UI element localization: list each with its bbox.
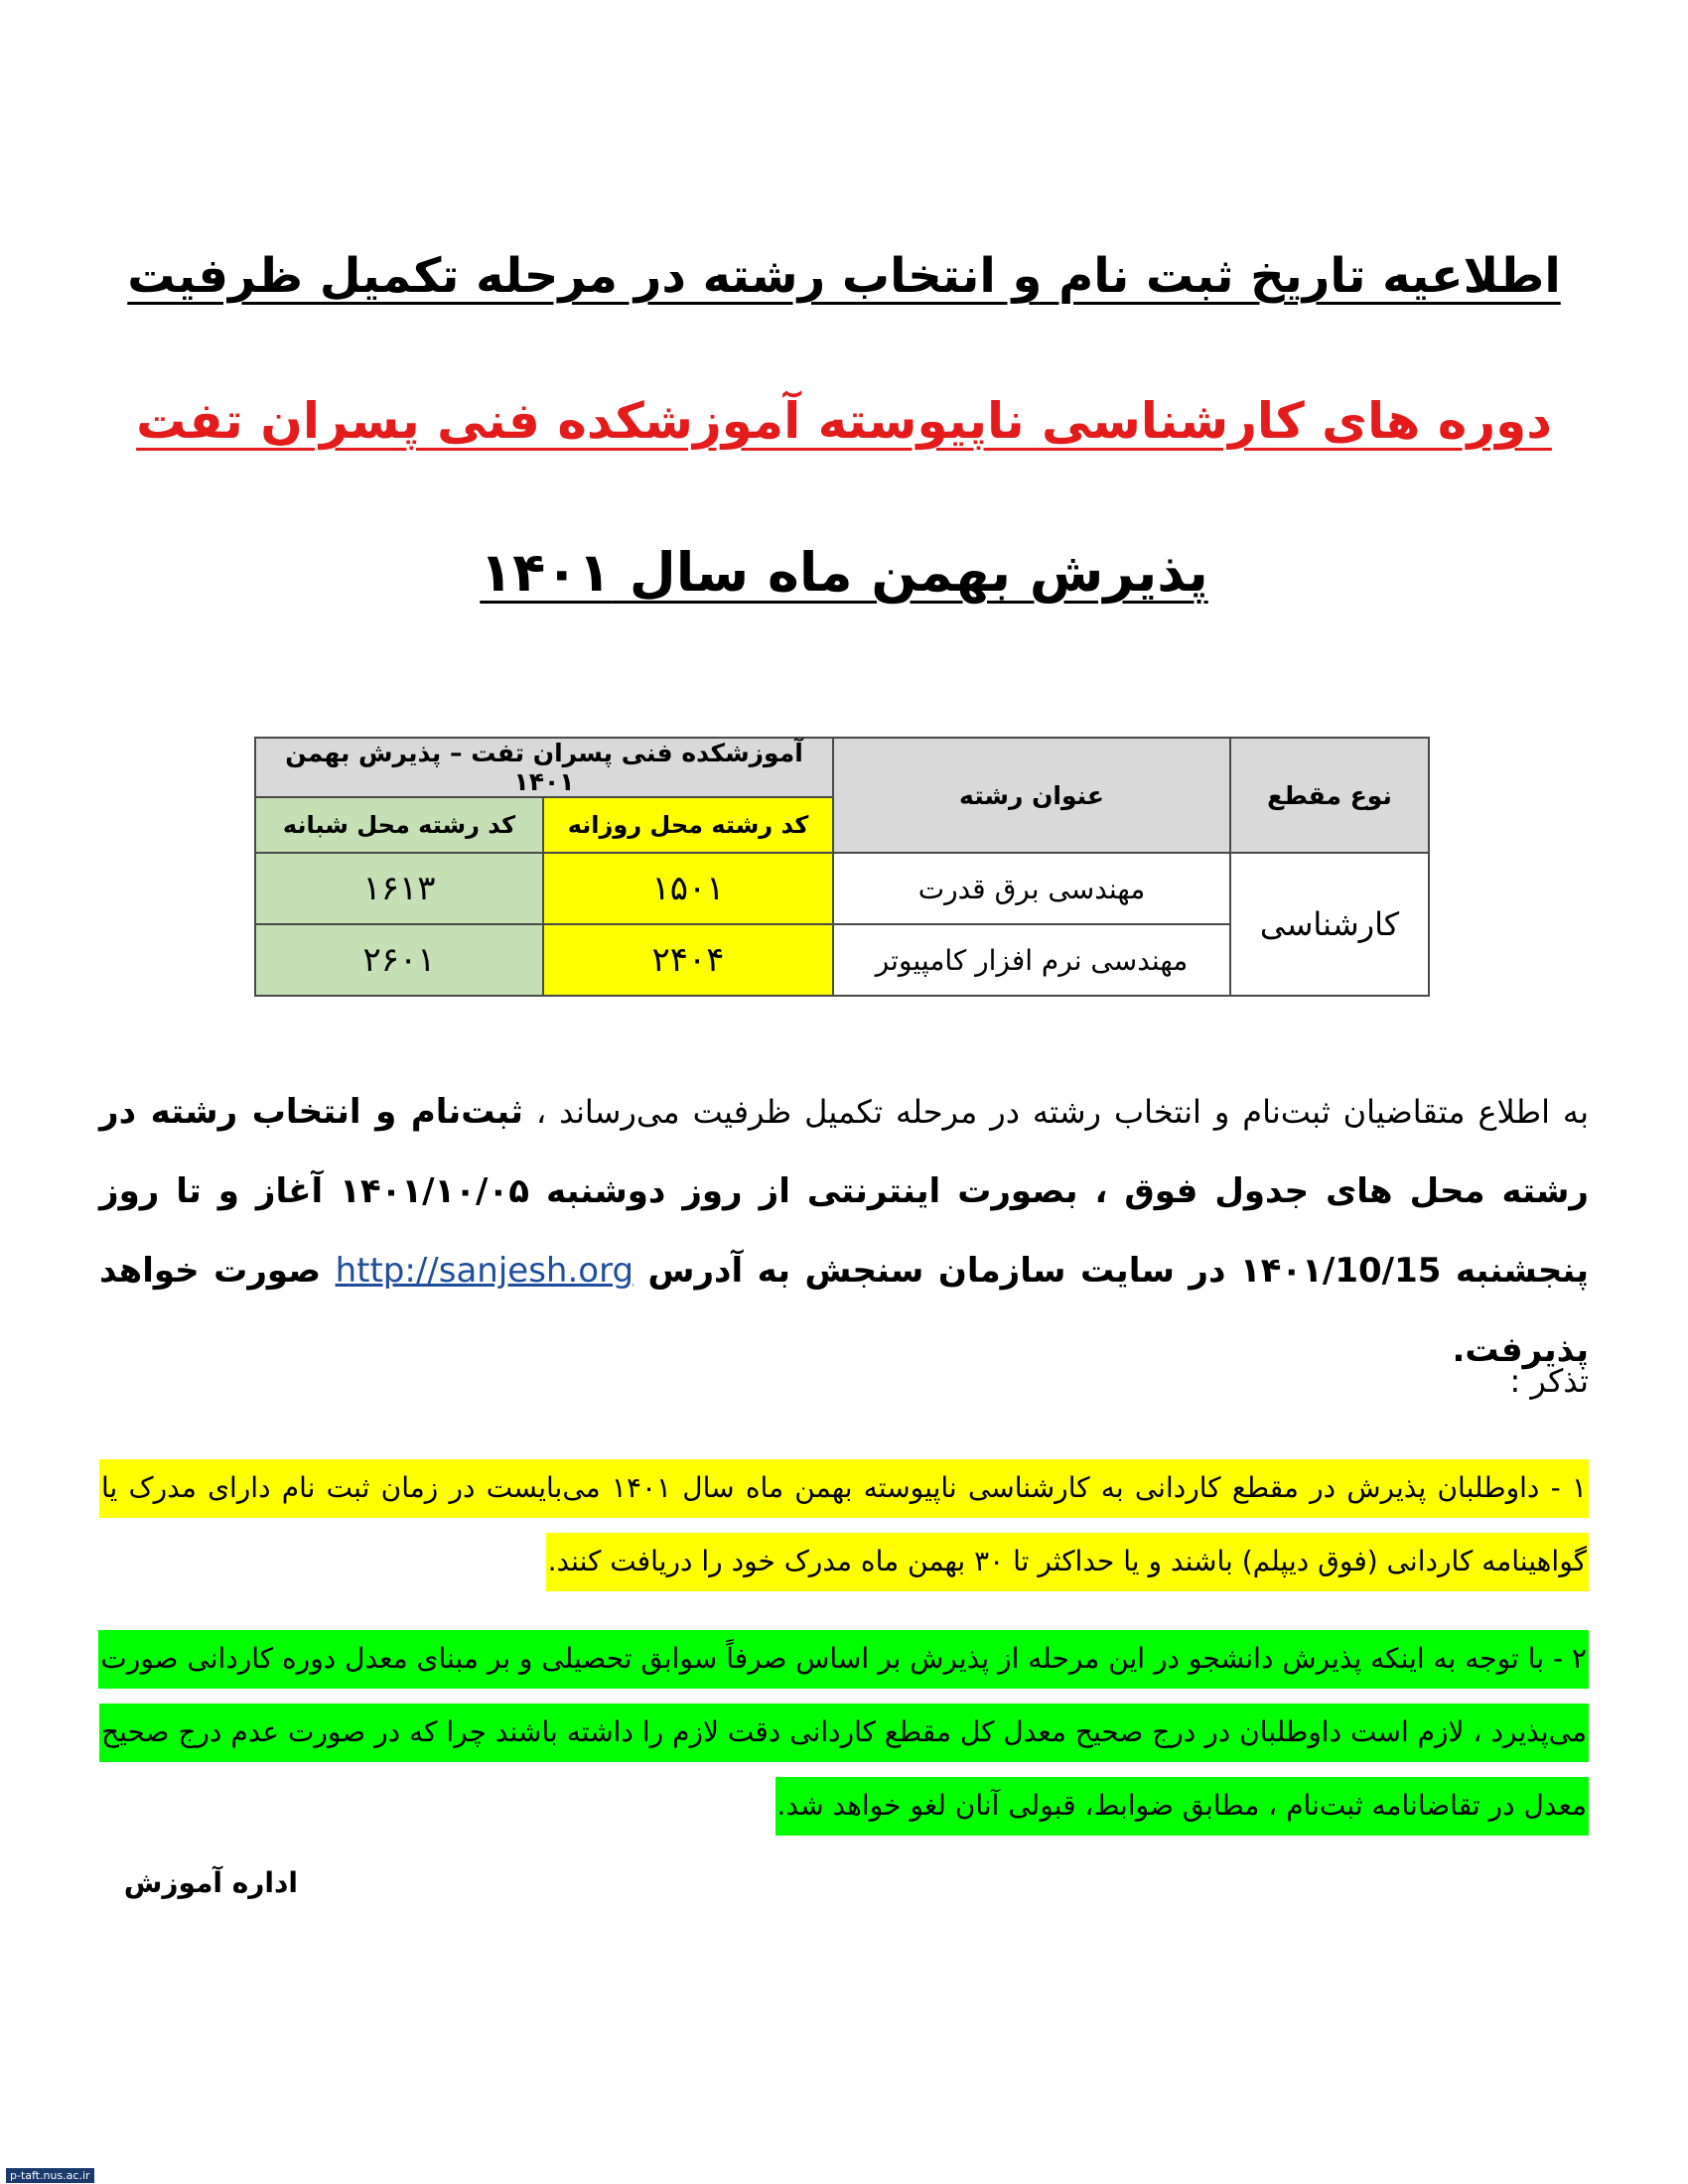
announcement-ending: صورت خواهد پذیرفت. [99, 1251, 1589, 1370]
main-title-text: اطلاعیه تاریخ ثبت نام و انتخاب رشته در مرحله تکمیل ظرفیت [127, 248, 1561, 304]
night-code-cell: ۲۶۰۱ [255, 924, 543, 996]
sanjesh-link[interactable]: http://sanjesh.org [335, 1251, 634, 1291]
header-day-code: کد رشته محل روزانه [543, 797, 833, 853]
announcement-intro: به اطلاع متقاضیان ثبت‌نام و انتخاب رشته در مرحله تکمیل ظرفیت می‌رساند ، [522, 1093, 1589, 1131]
header-night-code: کد رشته محل شبانه [255, 797, 543, 853]
note-1 [99, 1451, 1589, 1598]
degree-cell: کارشناسی [1230, 853, 1429, 996]
field-cell: مهندسی نرم افزار کامپیوتر [833, 924, 1230, 996]
announcement-bold-dates: ثبت‌نام و انتخاب رشته در رشته محل های جدول فوق ، بصورت اینترنتی از روز دوشنبه ۱۴۰۱/۱۰/۰۵ آغاز و تا روز پنجشنبه ۱۴۰۱/10/15 در سایت سازمان سنجش به آدرس [99, 1092, 1590, 1291]
signature: اداره آموزش [123, 1866, 298, 1899]
announcement-paragraph [99, 1072, 1589, 1390]
header-degree: نوع مقطع [1230, 738, 1429, 853]
watermark: p-taft.nus.ac.ir [6, 2168, 94, 2183]
header-field: عنوان رشته [833, 738, 1230, 853]
field-cell: مهندسی برق قدرت [833, 853, 1230, 924]
night-code-cell: ۱۶۱۳ [255, 853, 543, 924]
admission-title-text: پذیرش بهمن ماه سال ۱۴۰۱ [480, 541, 1208, 604]
day-code-cell: ۲۴۰۴ [543, 924, 833, 996]
day-code-cell: ۱۵۰۱ [543, 853, 833, 924]
admission-title [0, 541, 1688, 604]
note-2-text: ۲ - با توجه به اینکه پذیرش دانشجو در این مرحله از پذیرش بر اساس صرفاً سوابق تحصیلی و بر مبنای معدل دوره کاردانی صورت می‌پذیرد ، لازم است داوطلبان در درج صحیح معدل کل مقطع کاردانی دقت لازم را داشته باشند چرا که در صورت عدم درج صحیح معدل در تقاضانامه ثبت‌نام ، مطابق ضوابط، قبولی آنان لغو خواهد شد. [98, 1630, 1589, 1836]
subtitle [0, 392, 1688, 450]
note-1-text: ۱ - داوطلبان پذیرش در مقطع کاردانی به کارشناسی ناپیوسته بهمن ماه سال ۱۴۰۱ می‌بایست در زمان ثبت نام دارای مدرک یا گواهینامه کاردانی (فوق دیپلم) باشند و یا حداکثر تا ۳۰ بهمن ماه مدرک خود را دریافت کنند. [99, 1459, 1589, 1591]
fields-table [254, 737, 1430, 997]
note-title: تذکر : [1509, 1362, 1589, 1400]
header-group: آموزشکده فنی پسران تفت – پذیرش بهمن ۱۴۰۱ [255, 738, 833, 797]
main-title [0, 248, 1688, 304]
subtitle-text: دوره های کارشناسی ناپیوسته آموزشکده فنی پسران تفت [136, 392, 1552, 450]
note-2 [99, 1622, 1589, 1843]
